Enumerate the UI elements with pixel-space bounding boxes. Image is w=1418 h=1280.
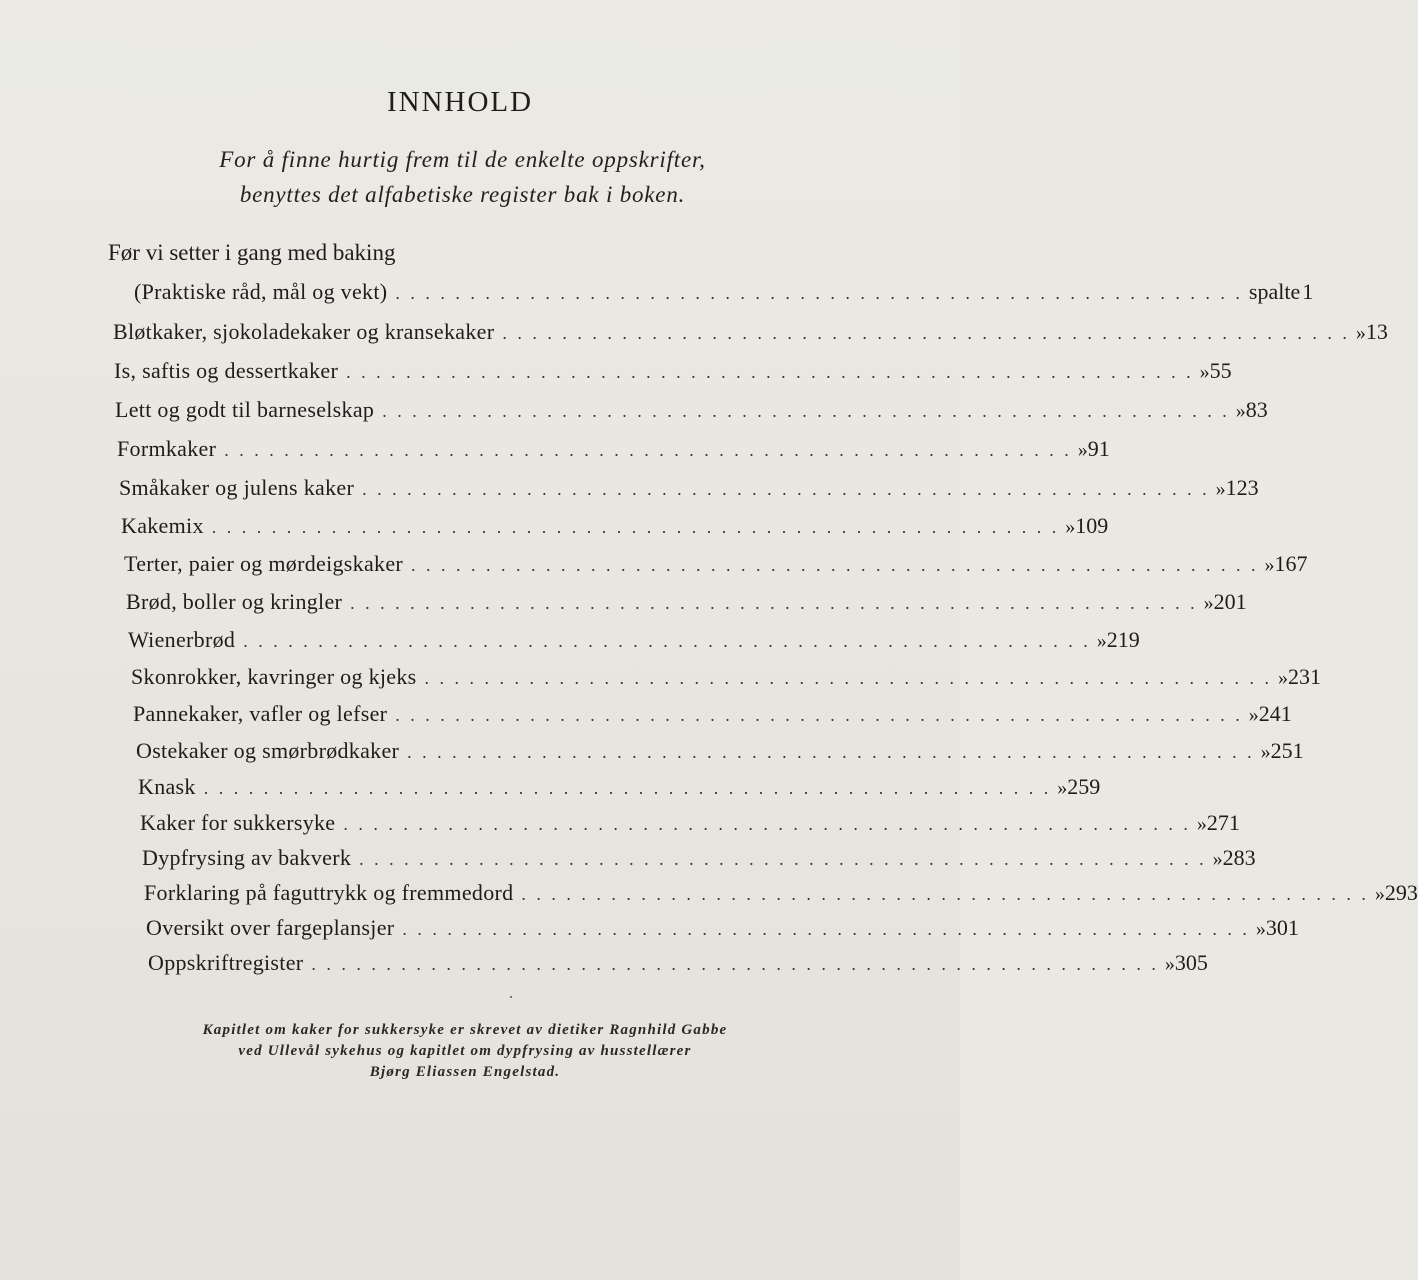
leader-dots: . . . . . . . . . . . . . . . . . . . . . . . . . . . . . . . . . . . . . . . . . . . . . . . . . . . . . . . . . [350, 593, 1198, 613]
footnote-line: Kapitlet om kaker for sukkersyke er skrevet av dietiker Ragnhild Gabbe [202, 1022, 728, 1038]
toc-entry-marker: » [1065, 516, 1076, 538]
toc-entry-label: Skonrokker, kavringer og kjeks [131, 664, 417, 689]
toc-entry-page: 241 [1258, 701, 1292, 726]
toc-entry-marker: » [1260, 741, 1271, 763]
toc-entry-marker: » [1196, 813, 1207, 835]
toc-entry-marker: » [1278, 667, 1289, 689]
toc-entry [148, 950, 1208, 980]
toc-entry [126, 589, 1247, 619]
toc-entry-marker: » [1235, 400, 1246, 422]
toc-entry-page: 55 [1209, 358, 1232, 383]
leader-dots: . . . . . . . . . . . . . . . . . . . . . . . . . . . . . . . . . . . . . . . . . . . . . . . . . . . . . . . . . [362, 479, 1210, 499]
toc-entry-prefix: spalte [1248, 279, 1301, 304]
leader-dots: . . . . . . . . . . . . . . . . . . . . . . . . . . . . . . . . . . . . . . . . . . . . . . . . . . . . . . . . . [395, 283, 1243, 303]
footnote-line: Bjørg Eliassen Engelstad. [369, 1064, 561, 1080]
toc-entry-label: Oppskriftregister [148, 950, 304, 975]
toc-entry [131, 664, 1322, 694]
toc-entry [142, 845, 1256, 875]
toc-entry-label: Kakemix [121, 513, 204, 538]
leader-dots: . . . . . . . . . . . . . . . . . . . . . . . . . . . . . . . . . . . . . . . . . . . . . . . . . . . . . . . . . [402, 919, 1250, 939]
toc-entry [117, 436, 1110, 466]
page-title: INNHOLD [386, 86, 534, 118]
leader-dots: . . . . . . . . . . . . . . . . . . . . . . . . . . . . . . . . . . . . . . . . . . . . . . . . . . . . . . . . . [346, 362, 1194, 382]
toc-entry-label: Ostekaker og smørbrødkaker [136, 738, 400, 763]
toc-entry-marker: » [1212, 848, 1223, 870]
section-divider-dot [510, 996, 512, 998]
toc-entry-label: Wienerbrød [128, 627, 236, 652]
toc-entry-label: Småkaker og julens kaker [119, 475, 355, 500]
toc-entry-page: 301 [1265, 915, 1299, 940]
toc-entry-page: 283 [1222, 845, 1256, 870]
leader-dots: . . . . . . . . . . . . . . . . . . . . . . . . . . . . . . . . . . . . . . . . . . . . . . . . . . . . . . . . . [224, 440, 1072, 460]
toc-entry-page: 109 [1075, 513, 1109, 538]
leader-dots: . . . . . . . . . . . . . . . . . . . . . . . . . . . . . . . . . . . . . . . . . . . . . . . . . . . . . . . . . [382, 401, 1230, 421]
toc-entry-marker: » [1264, 554, 1275, 576]
toc-entry-page: 219 [1106, 627, 1140, 652]
leader-dots: . . . . . . . . . . . . . . . . . . . . . . . . . . . . . . . . . . . . . . . . . . . . . . . . . . . . . . . . . [407, 742, 1255, 762]
toc-entry-label: Lett og godt til barneselskap [115, 397, 375, 422]
toc-entry-label: Pannekaker, vafler og lefser [133, 701, 388, 726]
toc-entry [146, 915, 1299, 945]
toc-entry-label: Terter, paier og mørdeigskaker [124, 551, 404, 576]
intro-line: benyttes det alfabetiske register bak i boken. [239, 182, 686, 207]
toc-entry-label: Brød, boller og kringler [126, 589, 343, 614]
toc-entry-marker: » [1096, 630, 1107, 652]
leader-dots: . . . . . . . . . . . . . . . . . . . . . . . . . . . . . . . . . . . . . . . . . . . . . . . . . . . . . . . . . [395, 705, 1243, 725]
toc-entry-label: Formkaker [117, 436, 217, 461]
toc-entry-page: 123 [1225, 475, 1259, 500]
leader-dots: . . . . . . . . . . . . . . . . . . . . . . . . . . . . . . . . . . . . . . . . . . . . . . . . . . . . . . . . . [203, 778, 1052, 798]
toc-entry [144, 880, 1418, 910]
toc-entry-marker: » [1203, 592, 1214, 614]
toc-entry-page: 201 [1213, 589, 1247, 614]
toc-entry [133, 701, 1292, 731]
toc-entry [138, 774, 1101, 804]
toc-entry-marker: » [1199, 361, 1210, 383]
toc-entry-marker: » [1215, 478, 1226, 500]
leader-dots: . . . . . . . . . . . . . . . . . . . . . . . . . . . . . . . . . . . . . . . . . . . . . . . . . . . . . . . . . [211, 517, 1060, 537]
leader-dots: . . . . . . . . . . . . . . . . . . . . . . . . . . . . . . . . . . . . . . . . . . . . . . . . . . . . . . . . . [311, 954, 1159, 974]
toc-entry-label: Oversikt over fargeplansjer [146, 915, 395, 940]
leader-dots: . . . . . . . . . . . . . . . . . . . . . . . . . . . . . . . . . . . . . . . . . . . . . . . . . . . . . . . . . [359, 849, 1207, 869]
toc-entry-page: 259 [1067, 774, 1101, 799]
toc-entry [124, 551, 1308, 581]
toc-entry-page: 83 [1245, 397, 1268, 422]
toc-entry [121, 513, 1109, 543]
toc-heading: Før vi setter i gang med baking [108, 240, 396, 265]
toc-entry-page: 91 [1087, 436, 1110, 461]
toc-entry [136, 738, 1304, 768]
toc-entry [115, 397, 1268, 427]
toc-entry-page: 305 [1174, 950, 1208, 975]
toc-entry-label: Forklaring på faguttrykk og fremmedord [144, 880, 514, 905]
toc-entry-label: (Praktiske råd, mål og vekt) [134, 279, 388, 304]
toc-entry [113, 319, 1388, 349]
toc-entry-marker: » [1248, 704, 1259, 726]
toc-entry-page: 13 [1365, 319, 1388, 344]
toc-entry-label: Knask [138, 774, 196, 799]
intro-line: For å finne hurtig frem til de enkelte oppskrifter, [219, 147, 706, 172]
footnote [150, 1020, 780, 1083]
toc-entry [128, 627, 1140, 657]
leader-dots: . . . . . . . . . . . . . . . . . . . . . . . . . . . . . . . . . . . . . . . . . . . . . . . . . . . . . . . . . [521, 884, 1369, 904]
leader-dots: . . . . . . . . . . . . . . . . . . . . . . . . . . . . . . . . . . . . . . . . . . . . . . . . . . . . . . . . . [243, 631, 1091, 651]
toc-entry-marker: » [1374, 883, 1385, 905]
toc-entry-label: Is, saftis og dessertkaker [114, 358, 339, 383]
toc-entry-label: Kaker for sukkersyke [140, 810, 336, 835]
toc-entry-page: 251 [1270, 738, 1304, 763]
toc-entry-marker: » [1355, 322, 1366, 344]
leader-dots: . . . . . . . . . . . . . . . . . . . . . . . . . . . . . . . . . . . . . . . . . . . . . . . . . . . . . . . . . [424, 668, 1273, 688]
toc-entry-page: 293 [1384, 880, 1418, 905]
leader-dots: . . . . . . . . . . . . . . . . . . . . . . . . . . . . . . . . . . . . . . . . . . . . . . . . . . . . . . . . . [411, 555, 1259, 575]
toc-entry-page: 271 [1206, 810, 1240, 835]
footnote-line: ved Ullevål sykehus og kapitlet om dypfrysing av husstellærer [238, 1043, 692, 1059]
intro-text [0, 142, 925, 212]
toc-entry [140, 810, 1240, 840]
toc-entry-marker: » [1077, 439, 1088, 461]
toc-entry-marker: » [1057, 777, 1068, 799]
toc-entry-page: 167 [1274, 551, 1308, 576]
toc-entry-marker: » [1255, 918, 1266, 940]
toc-entry-marker: » [1164, 953, 1175, 975]
toc-entry [134, 279, 1314, 309]
toc-entry-page: 231 [1288, 664, 1322, 689]
toc-entry-label: Dypfrysing av bakverk [142, 845, 352, 870]
leader-dots: . . . . . . . . . . . . . . . . . . . . . . . . . . . . . . . . . . . . . . . . . . . . . . . . . . . . . . . . . [502, 323, 1350, 343]
leader-dots: . . . . . . . . . . . . . . . . . . . . . . . . . . . . . . . . . . . . . . . . . . . . . . . . . . . . . . . . . [343, 814, 1191, 834]
toc-entry-label: Bløtkaker, sjokoladekaker og kransekaker [113, 319, 495, 344]
toc-entry-page: 1 [1302, 279, 1314, 304]
toc-entry [114, 358, 1232, 388]
toc-entry [119, 475, 1259, 505]
